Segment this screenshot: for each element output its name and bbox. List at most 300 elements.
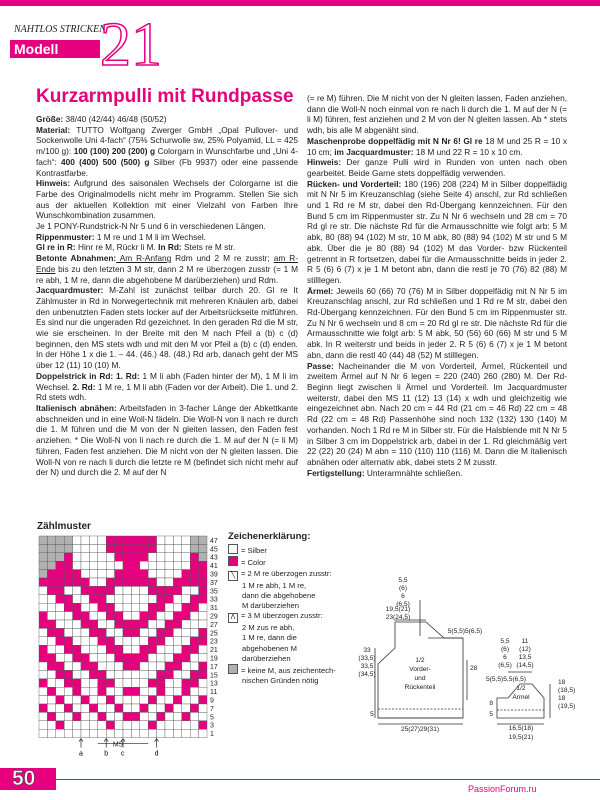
chart-cell bbox=[148, 578, 156, 586]
chart-cell bbox=[89, 561, 97, 569]
chart-cell bbox=[64, 721, 72, 729]
chart-cell bbox=[173, 570, 181, 578]
chart-cell bbox=[148, 670, 156, 678]
chart-cell bbox=[199, 536, 207, 544]
model-label: Modell bbox=[10, 40, 100, 58]
chart-cell bbox=[165, 645, 173, 653]
chart-cell bbox=[131, 570, 139, 578]
chart-cell bbox=[140, 578, 148, 586]
chart-cell bbox=[157, 612, 165, 620]
chart-cell bbox=[123, 721, 131, 729]
term: Fertigstellung: bbox=[307, 467, 365, 478]
chart-cell bbox=[190, 721, 198, 729]
chart-cell bbox=[73, 721, 81, 729]
chart-cell bbox=[115, 578, 123, 586]
bottom-line bbox=[56, 779, 600, 780]
chart-cell bbox=[157, 544, 165, 552]
sleeve-rib-value: 5 bbox=[489, 711, 493, 718]
chart-cell bbox=[73, 620, 81, 628]
chart-cell bbox=[89, 553, 97, 561]
chart-cell bbox=[81, 628, 89, 636]
page-number: 50 bbox=[12, 767, 36, 790]
chart-cell bbox=[98, 670, 106, 678]
chart-cell bbox=[106, 729, 114, 737]
chart-cell bbox=[89, 679, 97, 687]
chart-cell bbox=[39, 637, 47, 645]
chart-cell bbox=[140, 536, 148, 544]
chart-cell bbox=[140, 595, 148, 603]
body-height-value: (34,5) bbox=[358, 671, 376, 678]
chart-cell bbox=[165, 729, 173, 737]
chart-cell bbox=[157, 645, 165, 653]
chart-cell bbox=[165, 696, 173, 704]
chart-cell bbox=[98, 595, 106, 603]
chart-cell bbox=[190, 712, 198, 720]
row-label: 45 bbox=[210, 546, 218, 554]
chart-cell bbox=[140, 586, 148, 594]
chart-cell bbox=[81, 721, 89, 729]
legend bbox=[228, 532, 348, 686]
chart-cell bbox=[157, 628, 165, 636]
chart-cell bbox=[199, 637, 207, 645]
chart-cell bbox=[56, 544, 64, 552]
chart-cell bbox=[64, 654, 72, 662]
legend-dec2: ╲ = 2 M re überzogen zusstr: 1 M re abh, 1 M re, dann die abgehobene M darüberziehen bbox=[228, 569, 348, 612]
chart-cell bbox=[64, 561, 72, 569]
paragraph bbox=[36, 232, 298, 243]
chart-cell bbox=[89, 704, 97, 712]
chart-cell bbox=[182, 729, 190, 737]
chart-cell bbox=[81, 612, 89, 620]
chart-cell bbox=[56, 561, 64, 569]
chart-cell bbox=[182, 561, 190, 569]
chart-heading: Zählmuster bbox=[37, 521, 91, 532]
chart-cell bbox=[131, 696, 139, 704]
chart-cell bbox=[115, 662, 123, 670]
chart-cell bbox=[64, 603, 72, 611]
instructions-left-column bbox=[36, 114, 298, 478]
chart-cell bbox=[115, 603, 123, 611]
text: 18 M und 22 R = 10 x 10 cm. bbox=[413, 146, 523, 157]
chart-cell bbox=[157, 721, 165, 729]
chart-cell bbox=[47, 628, 55, 636]
chart-cell bbox=[157, 637, 165, 645]
chart-cell bbox=[140, 603, 148, 611]
chart-cell bbox=[39, 553, 47, 561]
chart-cell bbox=[165, 570, 173, 578]
chart-cell bbox=[98, 570, 106, 578]
chart-cell bbox=[190, 586, 198, 594]
chart-cell bbox=[115, 670, 123, 678]
chart-cell bbox=[98, 637, 106, 645]
chart-cell bbox=[123, 696, 131, 704]
sleeve-side-value: (19,5) bbox=[558, 703, 576, 710]
row-label: 35 bbox=[210, 588, 218, 596]
chart-cell bbox=[56, 637, 64, 645]
body-outline bbox=[378, 622, 463, 718]
chart-cell bbox=[199, 729, 207, 737]
chart-cell bbox=[148, 687, 156, 695]
chart-cell bbox=[173, 544, 181, 552]
arrow-label: a bbox=[79, 750, 83, 758]
chart-cell bbox=[64, 670, 72, 678]
chart-cell bbox=[89, 544, 97, 552]
paragraph bbox=[307, 93, 567, 136]
row-label: 37 bbox=[210, 579, 218, 587]
chart-cell bbox=[56, 645, 64, 653]
chart-cell bbox=[98, 721, 106, 729]
chart-cell bbox=[131, 603, 139, 611]
top-bar bbox=[0, 0, 600, 6]
row-label: 23 bbox=[210, 638, 218, 646]
chart-cell bbox=[182, 654, 190, 662]
text: Der ganze Pulli wird in Runden von unten nach oben gearbeitet. Beide Garne stets doppelfädig verwenden. bbox=[307, 157, 567, 178]
chart-cell bbox=[73, 553, 81, 561]
chart-cell bbox=[81, 662, 89, 670]
chart-cell bbox=[89, 595, 97, 603]
chart-cell bbox=[89, 620, 97, 628]
knitting-chart bbox=[37, 534, 227, 764]
chart-cell bbox=[190, 612, 198, 620]
chart-cell bbox=[39, 628, 47, 636]
chart-cell bbox=[148, 586, 156, 594]
chart-cell bbox=[56, 712, 64, 720]
chart-cell bbox=[47, 578, 55, 586]
chart-cell bbox=[123, 612, 131, 620]
chart-cell bbox=[190, 578, 198, 586]
chart-cell bbox=[56, 721, 64, 729]
chart-cell bbox=[64, 553, 72, 561]
chart-cell bbox=[39, 645, 47, 653]
sleeve-top2-value: (14,5) bbox=[516, 662, 534, 669]
chart-cell bbox=[131, 687, 139, 695]
chart-cell bbox=[140, 679, 148, 687]
chart-cell bbox=[47, 637, 55, 645]
chart-cell bbox=[39, 578, 47, 586]
chart-cell bbox=[157, 553, 165, 561]
chart-cell bbox=[131, 612, 139, 620]
chart-cell bbox=[89, 645, 97, 653]
chart-cell bbox=[115, 654, 123, 662]
chart-cell bbox=[47, 544, 55, 552]
chart-cell bbox=[47, 620, 55, 628]
chart-cell bbox=[182, 704, 190, 712]
chart-cell bbox=[56, 578, 64, 586]
chart-cell bbox=[165, 670, 173, 678]
underlined-term: Am R-Anfang bbox=[116, 253, 172, 264]
chart-cell bbox=[56, 612, 64, 620]
chart-cell bbox=[98, 536, 106, 544]
chart-cell bbox=[98, 561, 106, 569]
shoulder-width: 5(5,5)5(6,5) bbox=[447, 628, 483, 635]
text: Colorgarn in Wunschfarbe und „Uni 4-fach“: bbox=[36, 146, 298, 167]
chart-cell bbox=[182, 595, 190, 603]
chart-cell bbox=[106, 637, 114, 645]
chart-cell bbox=[39, 704, 47, 712]
body-height-value: (33,5) bbox=[358, 655, 376, 662]
chart-cell bbox=[81, 687, 89, 695]
chart-cell bbox=[98, 696, 106, 704]
chart-cell bbox=[115, 620, 123, 628]
paragraph bbox=[36, 125, 298, 179]
chart-cell bbox=[190, 696, 198, 704]
chart-cell bbox=[64, 628, 72, 636]
chart-cell bbox=[115, 595, 123, 603]
chart-cell bbox=[73, 603, 81, 611]
chart-cell bbox=[89, 687, 97, 695]
chart-cell bbox=[56, 679, 64, 687]
chart-cell bbox=[64, 637, 72, 645]
chart-cell bbox=[148, 553, 156, 561]
chart-cell bbox=[140, 637, 148, 645]
chart-cell bbox=[81, 561, 89, 569]
chart-cell bbox=[165, 637, 173, 645]
neck-drop-value: (6,5) bbox=[396, 601, 410, 608]
body-rib-value: 5 bbox=[370, 711, 374, 718]
text: bis zu den letzten 3 M str, dann 2 M re überzogen zusstr (= 1 M re abh, 1 M re, dann die abgehobene M darüberziehen) und Rdm. bbox=[36, 263, 298, 285]
chart-cell bbox=[199, 645, 207, 653]
chart-cell bbox=[73, 704, 81, 712]
chart-cell bbox=[81, 553, 89, 561]
chart-cell bbox=[190, 637, 198, 645]
paragraph bbox=[36, 285, 298, 371]
chart-cell bbox=[106, 620, 114, 628]
body-label: Rückenteil bbox=[404, 684, 436, 691]
chart-cell bbox=[140, 654, 148, 662]
chart-cell bbox=[123, 679, 131, 687]
chart-cell bbox=[115, 536, 123, 544]
paragraph bbox=[36, 242, 298, 253]
term: 2. Rd: bbox=[72, 381, 96, 392]
chart-cell bbox=[89, 670, 97, 678]
legend-text: 1 M re, dann die bbox=[242, 633, 297, 643]
body-height-value: 33 bbox=[363, 647, 371, 654]
chart-cell bbox=[39, 670, 47, 678]
chart-cell bbox=[47, 687, 55, 695]
chart-cell bbox=[81, 704, 89, 712]
chart-cell bbox=[123, 704, 131, 712]
chart-cell bbox=[148, 620, 156, 628]
chart-cell bbox=[89, 570, 97, 578]
chart-cell bbox=[165, 712, 173, 720]
arrow-label: c bbox=[121, 750, 125, 758]
text: (= re M) führen. Die M nicht von der N gleiten lassen, Faden anziehen, dann die Woll-N noch einmal von re nach li durch die 1. M auf der N (= li M) führen, fest anziehen und 2 M von der N gleiten lassen. Ab * stets wdh, bis alle M abgenäht sind. bbox=[307, 93, 567, 136]
chart-cell bbox=[106, 687, 114, 695]
chart-cell bbox=[182, 628, 190, 636]
chart-cell bbox=[56, 595, 64, 603]
chart-cell bbox=[73, 570, 81, 578]
chart-cell bbox=[157, 654, 165, 662]
chart-cell bbox=[123, 687, 131, 695]
chart-cell bbox=[190, 645, 198, 653]
row-label: 47 bbox=[210, 537, 218, 545]
chart-cell bbox=[131, 628, 139, 636]
chart-cell bbox=[173, 536, 181, 544]
chart-cell bbox=[81, 654, 89, 662]
chart-cell bbox=[157, 620, 165, 628]
text: TUTTO Wolfgang Zwerger GmbH „Opal Pullover- und Sockenwolle Uni 4-fach“ (75% Schurwolle sw, 25% Polyamid, LL = 425 m/100 g): bbox=[36, 124, 298, 157]
chart-cell bbox=[56, 553, 64, 561]
paragraph bbox=[307, 179, 567, 286]
chart-cell bbox=[157, 704, 165, 712]
paragraph bbox=[36, 253, 298, 285]
body-label: 1/2 bbox=[415, 657, 425, 664]
chart-cell bbox=[39, 662, 47, 670]
chart-cell bbox=[173, 620, 181, 628]
row-label: 15 bbox=[210, 672, 218, 680]
chart-cell bbox=[106, 679, 114, 687]
chart-cell bbox=[182, 612, 190, 620]
legend-dec3: Λ = 3 M überzogen zusstr: 2 M zus re abh, 1 M re, dann die abgehobenen M darüberziehen bbox=[228, 611, 348, 664]
chart-cell bbox=[165, 679, 173, 687]
row-label: 13 bbox=[210, 680, 218, 688]
chart-cell bbox=[81, 595, 89, 603]
chart-cell bbox=[64, 729, 72, 737]
chart-cell bbox=[182, 578, 190, 586]
chart-cell bbox=[165, 586, 173, 594]
chart-cell bbox=[115, 679, 123, 687]
chart-cell bbox=[140, 645, 148, 653]
chart-cell bbox=[39, 620, 47, 628]
chart-cell bbox=[47, 662, 55, 670]
sleeve-outline bbox=[497, 684, 544, 718]
chart-cell bbox=[157, 603, 165, 611]
chart-cell bbox=[199, 578, 207, 586]
chart-cell bbox=[73, 586, 81, 594]
paragraph bbox=[307, 468, 567, 479]
row-label: 5 bbox=[210, 714, 214, 722]
chart-cell bbox=[73, 729, 81, 737]
body-bottom-width: 25(27)29(31) bbox=[400, 726, 440, 733]
chart-cell bbox=[173, 721, 181, 729]
chart-cell bbox=[47, 654, 55, 662]
row-label: 19 bbox=[210, 655, 218, 663]
chart-cell bbox=[131, 645, 139, 653]
chart-cell bbox=[106, 721, 114, 729]
chart-cell bbox=[131, 561, 139, 569]
chart-cell bbox=[131, 662, 139, 670]
text: 180 (196) 208 (224) M in Silber doppelfädig mit N Nr 5 im Kreuzanschlag (siehe Seite 4) anschl, zur Rd schließen und 1 Rd re M str, dabei den Rd-Übergang kennzeichnen. Für den Bund 5 cm im Rippenmuster str. Zu N Nr 6 wechseln und 28 cm = 70 Rd gl re str. Die nächste Rd für die Armausschnitte wie folgt arb: 5 M abk, 80 (88) 94 (102) M str, 10 M abk, 80 (88) 94 (102) M str und 5 M abk. Über die je 80 (88) 94 (102) M das Vorder- bzw Rückenteil getrennt in R fortsetzen, dabei für die Armausschnitte beids in jeder 2. R 5 (6) 6 (7) x je 1 M betont abn, dann die restl je 70 (76) 82 (88) M stilllegen. bbox=[307, 178, 567, 285]
sleeve-top-value: 6 bbox=[503, 654, 507, 661]
instructions-right-column bbox=[307, 93, 567, 478]
chart-cell bbox=[73, 696, 81, 704]
chart-cell bbox=[173, 687, 181, 695]
chart-cell bbox=[199, 704, 207, 712]
chart-cell bbox=[148, 679, 156, 687]
chart-cell bbox=[64, 645, 72, 653]
term: In Rd: bbox=[158, 242, 182, 253]
chart-cell bbox=[190, 729, 198, 737]
chart-cell bbox=[123, 712, 131, 720]
chart-cell bbox=[64, 620, 72, 628]
chart-cell bbox=[123, 544, 131, 552]
chart-cell bbox=[165, 595, 173, 603]
chart-cell bbox=[140, 612, 148, 620]
chart-cell bbox=[81, 670, 89, 678]
chart-cell bbox=[157, 662, 165, 670]
chart-cell bbox=[140, 544, 148, 552]
chart-cell bbox=[165, 704, 173, 712]
chart-cell bbox=[98, 628, 106, 636]
chart-cell bbox=[165, 536, 173, 544]
chart-cell bbox=[148, 603, 156, 611]
chart-cell bbox=[190, 654, 198, 662]
chart-cell bbox=[47, 536, 55, 544]
chart-cell bbox=[115, 721, 123, 729]
chart-cell bbox=[115, 704, 123, 712]
armhole-value: 28 bbox=[470, 665, 478, 672]
section-label: NAHTLOS STRICKEN bbox=[14, 24, 106, 35]
chart-cell bbox=[165, 603, 173, 611]
chart-cell bbox=[199, 696, 207, 704]
term: Jacquardmuster: bbox=[36, 285, 104, 296]
row-label: 29 bbox=[210, 613, 218, 621]
chart-cell bbox=[106, 603, 114, 611]
chart-cell bbox=[39, 536, 47, 544]
chart-cell bbox=[106, 662, 114, 670]
chart-cell bbox=[131, 704, 139, 712]
chart-cell bbox=[182, 570, 190, 578]
chart-cell bbox=[89, 729, 97, 737]
chart-cell bbox=[98, 612, 106, 620]
chart-cell bbox=[64, 536, 72, 544]
chart-cell bbox=[73, 637, 81, 645]
chart-cell bbox=[182, 544, 190, 552]
chart-cell bbox=[81, 696, 89, 704]
chart-cell bbox=[190, 553, 198, 561]
chart-cell bbox=[157, 712, 165, 720]
chart-cell bbox=[190, 679, 198, 687]
chart-cell bbox=[64, 544, 72, 552]
chart-cell bbox=[182, 620, 190, 628]
chart-cell bbox=[131, 553, 139, 561]
term: Gl re in R: bbox=[36, 242, 76, 253]
chart-cell bbox=[123, 670, 131, 678]
chart-cell bbox=[64, 570, 72, 578]
chart-cell bbox=[199, 670, 207, 678]
chart-cell bbox=[131, 620, 139, 628]
chart-cell bbox=[73, 687, 81, 695]
chart-cell bbox=[98, 586, 106, 594]
watermark: PassionForum.ru bbox=[468, 784, 537, 794]
legend-text: darüberziehen bbox=[242, 653, 291, 663]
sleeve-bottom-width: 16,5(18) bbox=[508, 725, 534, 732]
chart-cell bbox=[199, 595, 207, 603]
chart-cell bbox=[115, 628, 123, 636]
row-label: 39 bbox=[210, 571, 218, 579]
chart-cell bbox=[64, 712, 72, 720]
chart-cell bbox=[81, 712, 89, 720]
chart-cell bbox=[190, 662, 198, 670]
side-value: 5(5,5)5,5(6,5) bbox=[486, 676, 526, 683]
chart-cell bbox=[39, 696, 47, 704]
sleeve-top-value: (6) bbox=[500, 646, 510, 653]
chart-cell bbox=[47, 561, 55, 569]
chart-cell bbox=[148, 654, 156, 662]
chart-cell bbox=[64, 696, 72, 704]
chart-cell bbox=[56, 586, 64, 594]
paragraph bbox=[307, 286, 567, 361]
chart-cell bbox=[115, 561, 123, 569]
chart-cell bbox=[81, 729, 89, 737]
chart-cell bbox=[106, 544, 114, 552]
chart-cell bbox=[39, 586, 47, 594]
chart-cell bbox=[81, 620, 89, 628]
body-label: und bbox=[414, 675, 426, 682]
chart-cell bbox=[148, 536, 156, 544]
chart-cell bbox=[123, 729, 131, 737]
chart-cell bbox=[140, 704, 148, 712]
